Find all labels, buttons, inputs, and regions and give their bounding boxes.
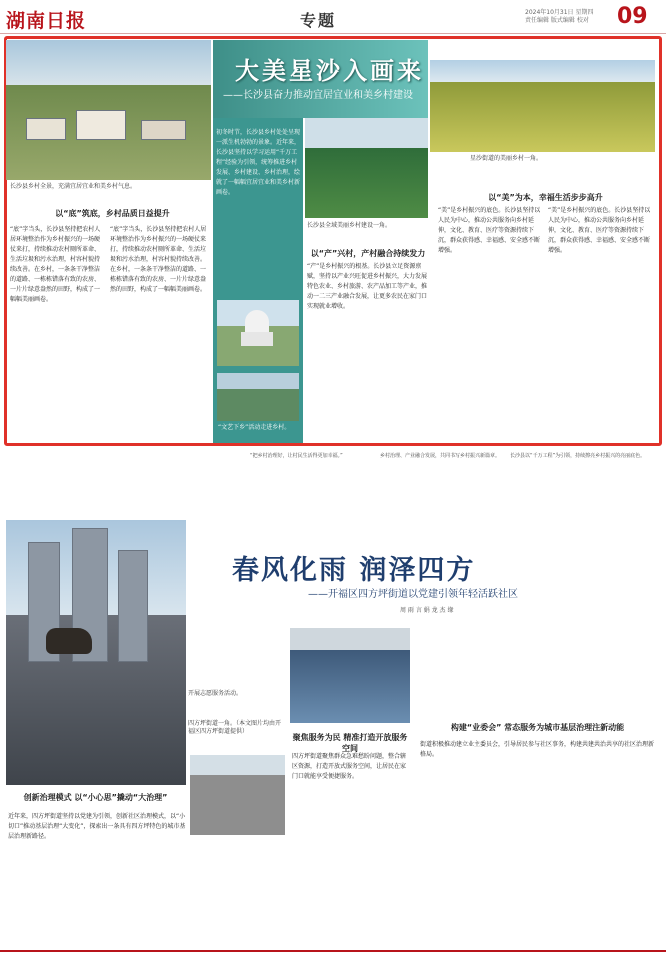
bull-sculpture [46, 628, 92, 654]
section-title: 专题 [300, 11, 337, 30]
body-text-a: “底”字当头，长沙县坚持把农村人居环境整治作为乡村振兴的一场硬仗来打，持续推动农村厕所革命、生活垃圾和污水治理，村容村貌持续改善。在乡村，一条条干净整洁的道路、一栋栋错落有致的农房、一片片绿意盎然的田野，构成了一幅幅美丽画卷。 [10, 226, 101, 303]
bottom-section-c-title: 构建“业委会” 常态服务为城市基层治理注新动能 [450, 723, 625, 732]
photo-teal-caption: “文艺下乡”活动走进乡村。 [218, 424, 291, 431]
photo-city-skyline [6, 520, 186, 785]
body-text-c-cont: “美”是乡村振兴的底色。长沙县坚持以人民为中心，推动公共服务向乡村延伸，文化、教育、医疗等资源持续下沉，群众获得感、幸福感、安全感不断增强。 [548, 207, 651, 254]
photo-village-event [217, 373, 299, 421]
body-text-b: “产”是乡村振兴的根基。长沙县立足资源禀赋，坚持以产业兴旺促进乡村振兴，大力发展特色农业、乡村旅游、农产品加工等产业，推动一二三产业融合发展，让更多农民在家门口实现就业增收。 [307, 263, 428, 310]
date-line: 2024年10月31日 星期四 [525, 9, 594, 16]
footer-rule [0, 950, 666, 952]
subheadline-bottom: ——开福区四方坪街道以党建引领年轻活跃社区 [308, 589, 518, 600]
bottom-body-text-c: 街道积极推动建立业主委员会，引导居民参与社区事务，构建共建共治共享的社区治理新格局。 [420, 741, 655, 758]
section-c-title: 以“美”为本，幸福生活步步高升 [488, 193, 603, 202]
subheadline: ——长沙县奋力推动宜居宜业和美乡村建设 [223, 90, 413, 101]
photo-left-caption: 长沙县乡村全景，充满宜居宜业和美乡村气息。 [10, 183, 137, 190]
newspaper-logo: 湖南日报 [6, 10, 87, 32]
body-column-c1 [438, 206, 543, 441]
body-column-b [307, 262, 429, 442]
body-column-a2 [110, 225, 208, 440]
photo-observatory [217, 300, 299, 366]
photo-village-panorama [6, 40, 211, 180]
photo-community-building [290, 628, 410, 723]
masthead [0, 0, 666, 34]
bottom-body-text-b: 四方坪街道聚焦群众急难愁盼问题，整合辖区资源，打造开放式服务空间，让居民在家门口就能享受便捷服务。 [292, 753, 407, 780]
date-info [525, 9, 593, 25]
body-column-c2 [548, 206, 653, 441]
photo-street-scene [430, 60, 655, 152]
bottom-body-a [8, 812, 188, 944]
lead-text: 初冬时节，长沙县乡村处处呈现一派生机勃勃的景象。近年来，长沙县坚持以学习运用“千万工程”经验为引领，统筹推进乡村发展、乡村建设、乡村治理，绘就了一幅幅宜居宜业和美乡村新画卷。 [216, 129, 301, 196]
section-a-title: 以“底”筑底，乡村品质日益提升 [55, 209, 170, 218]
bottom-body-c [420, 740, 655, 940]
bottom-section-b-title: 聚焦服务为民 精准打造开放服务空间 [292, 733, 408, 753]
body-text-c: “美”是乡村振兴的底色。长沙县坚持以人民为中心，推动公共服务向乡村延伸，文化、教育、医疗等资源持续下沉，群众获得感、幸福感、安全感不断增强。 [438, 207, 541, 254]
photo-volunteer-event [190, 755, 285, 835]
snippet-2: 乡村治理、产业融合发展，共同书写乡村振兴新篇章。 [380, 453, 501, 459]
page-number: 09 [617, 4, 648, 29]
snippet-3: 长沙县以“千万工程”为引领，持续擦亮乡村振兴的亮丽底色。 [510, 453, 646, 459]
headline: 大美星沙入画来 [235, 57, 424, 85]
bottom-section-a-title: 创新治理模式 以“小心思”撬动“大治理” [23, 793, 168, 802]
editor-line: 责任编辑 版式编辑 校对 [525, 17, 589, 24]
body-text-a-cont: “底”字当头，长沙县坚持把农村人居环境整治作为乡村振兴的一场硬仗来打，持续推动农村厕所革命、生活垃圾和污水治理，村容村貌持续改善。在乡村，一条条干净整洁的道路、一栋栋错落有致的农房、一片片绿意盎然的田野，构成了一幅幅美丽画卷。 [110, 226, 207, 293]
section-b-title: 以“产”兴村，产村融合持续发力 [310, 249, 426, 258]
bottom-photo-caption: 四方坪街道一角。（本文图片均由开福区四方坪街道提供） [188, 720, 282, 735]
headline-band [213, 40, 428, 118]
snippet-1: “把乡村治理好，让村民生活得更加幸福。” [250, 453, 343, 459]
bottom-body-text-a: 近年来，四方坪街道坚持以党建为引领，创新社区治理模式，以“小切口”推动基层治理“大变化”，探索出一条具有四方坪特色的城市基层治理新路径。 [8, 813, 186, 840]
body-column-a1 [10, 225, 105, 440]
bottom-body-b [292, 752, 408, 942]
headline-bottom: 春风化雨 润泽四方 [232, 555, 476, 586]
photo-small-caption: 开展志愿服务活动。 [188, 690, 243, 697]
photo-rural-landscape [305, 118, 428, 218]
photo-mid-caption: 长沙县全域美丽乡村建设一角。 [307, 222, 392, 229]
photo-right-caption: 星沙街道的美丽乡村一角。 [470, 155, 543, 162]
byline-bottom: 周 雨 言 娟 龙 杰 缘 [400, 607, 454, 614]
